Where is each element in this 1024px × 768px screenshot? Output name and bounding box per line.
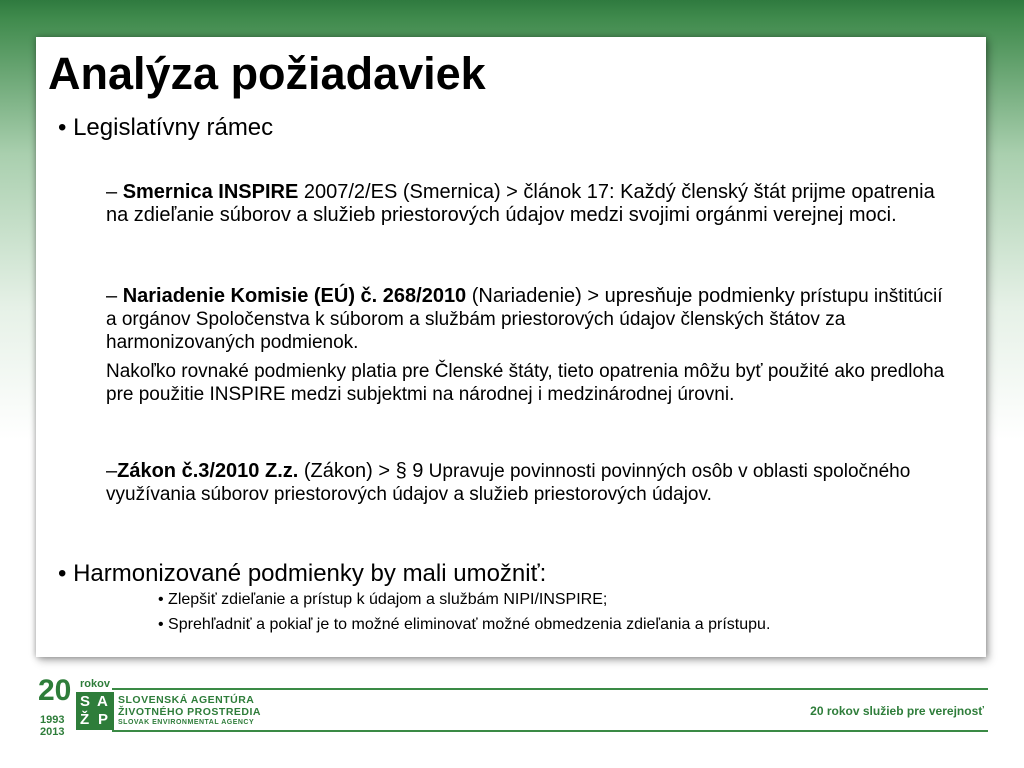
item-law bbox=[106, 460, 946, 506]
bullet-harmonized-conditions: • Harmonizované podmienky by mali umožniť: bbox=[58, 560, 547, 587]
item-dash: – bbox=[106, 285, 123, 307]
footer-slogan: 20 rokov služieb pre verejnosť bbox=[810, 704, 984, 718]
logo-letter: A bbox=[97, 693, 108, 710]
agency-name-line1: SLOVENSKÁ AGENTÚRA bbox=[118, 694, 255, 706]
item-member-states-note: Nakoľko rovnaké podmienky platia pre Členské štáty, tieto opatrenia môžu byť použité ako predloha pre použitie INSPIRE medzi subjektmi na národnej i medzinárodnej úrovni. bbox=[106, 361, 945, 405]
item-text: prístupu inštitúcií a orgánov Spoločenstva k súborom a službám priestorových údajov členských štátov za harmonizovaných podmienok. bbox=[106, 286, 943, 353]
logo-sazp-mark bbox=[76, 692, 114, 730]
item-dash: – bbox=[106, 181, 123, 203]
logo-letter: S bbox=[80, 693, 91, 710]
bullet-legislative-framework: • Legislatívny rámec bbox=[58, 114, 274, 141]
sub-bullet-improve-sharing: • Zlepšiť zdieľanie a prístup k údajom a službám NIPI/INSPIRE; bbox=[158, 591, 608, 608]
item-text-lead: (Nariadenie) > upresňuje podmienky bbox=[466, 285, 795, 307]
footer-divider-top bbox=[112, 688, 988, 690]
item-commission-regulation bbox=[106, 285, 946, 354]
logo-year-end: 2013 bbox=[40, 726, 65, 738]
item-dash: – bbox=[106, 460, 118, 482]
item-bold-title: Smernica INSPIRE bbox=[122, 181, 299, 203]
footer-divider-bottom bbox=[112, 730, 988, 732]
logo-year-start: 1993 bbox=[40, 714, 65, 726]
logo-rokov-text: rokov bbox=[80, 678, 110, 690]
item-text: Upravuje povinnosti povinných osôb v oblasti spoločného využívania súborov priestorových údajov a služieb priestorových údajov. bbox=[106, 461, 911, 505]
agency-name-line2: ŽIVOTNÉHO PROSTREDIA bbox=[118, 706, 262, 718]
item-bold-title: Zákon č.3/2010 Z.z. bbox=[117, 460, 299, 482]
logo-letter: P bbox=[98, 711, 109, 728]
item-text: 2007/2/ES (Smernica) > článok 17: Každý členský štát prijme opatrenia na zdieľanie súborov a služieb priestorových údajov medzi svojimi orgánmi verejnej moci. bbox=[106, 181, 935, 226]
logo-anniversary-number: 20 bbox=[38, 674, 72, 707]
sub-bullet-remove-restrictions: • Sprehľadniť a pokiaľ je to možné eliminovať možné obmedzenia zdieľania a prístupu. bbox=[158, 616, 771, 633]
slide-title: Analýza požiadaviek bbox=[48, 48, 486, 99]
item-inspire-directive bbox=[106, 181, 946, 227]
agency-name-english: SLOVAK ENVIRONMENTAL AGENCY bbox=[118, 719, 255, 726]
item-text-lead: (Zákon) > § 9 bbox=[298, 460, 424, 482]
logo-letter: Ž bbox=[80, 711, 90, 728]
item-bold-title: Nariadenie Komisie (EÚ) č. 268/2010 bbox=[122, 285, 467, 307]
